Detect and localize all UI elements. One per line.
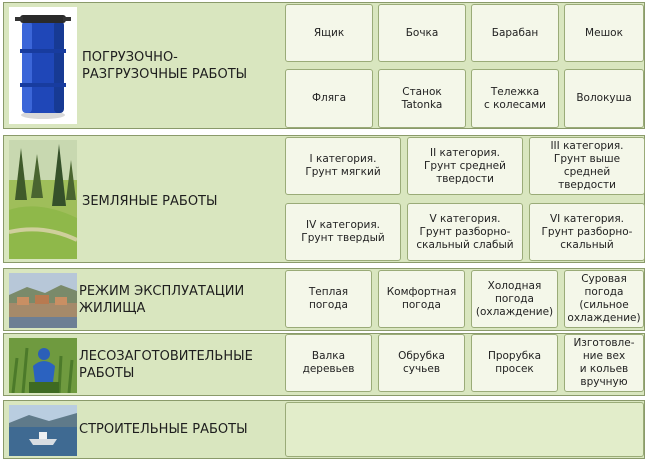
item-button[interactable]: II категория. Грунт средней твердости: [407, 137, 523, 195]
forest-landscape-photo: [9, 140, 77, 259]
section-housing-mode: [3, 268, 645, 331]
settlement-photo: [9, 273, 77, 328]
item-button[interactable]: IV категория. Грунт твердый: [285, 203, 401, 261]
empty-items-area: [285, 402, 644, 457]
item-button[interactable]: Прорубка просек: [471, 334, 558, 392]
item-button[interactable]: Комфортная погода: [378, 270, 465, 328]
section-construction-works: [3, 400, 645, 459]
item-button[interactable]: Бочка: [378, 4, 466, 62]
item-button[interactable]: VI категория. Грунт разборно- скальный: [529, 203, 645, 261]
item-button[interactable]: Суровая погода (сильное охлаждение): [564, 270, 644, 328]
item-button[interactable]: Валка деревьев: [285, 334, 372, 392]
section-earth-works: [3, 135, 645, 263]
item-button[interactable]: Ящик: [285, 4, 373, 62]
item-button[interactable]: Волокуша: [564, 69, 644, 128]
section-logging-works: [3, 333, 645, 396]
item-button[interactable]: Мешок: [564, 4, 644, 62]
item-button[interactable]: Фляга: [285, 69, 373, 128]
item-button[interactable]: Барабан: [471, 4, 559, 62]
item-button[interactable]: Теплая погода: [285, 270, 372, 328]
blue-barrel-icon: [9, 7, 77, 124]
section-title: РЕЖИМ ЭКСПЛУАТАЦИИ ЖИЛИЩА: [79, 284, 245, 316]
item-button[interactable]: I категория. Грунт мягкий: [285, 137, 401, 195]
boat-on-lake-photo: [9, 405, 77, 456]
item-button[interactable]: Изготовле- ние вех и кольев вручную: [564, 334, 644, 392]
item-button[interactable]: V категория. Грунт разборно- скальный слабый: [407, 203, 523, 261]
section-loading-works: [3, 2, 645, 129]
item-button[interactable]: Холодная погода (охлаждение): [471, 270, 558, 328]
section-title: ЛЕСОЗАГОТОВИТЕЛЬНЫЕ РАБОТЫ: [79, 349, 253, 381]
section-title: ПОГРУЗОЧНО- РАЗГРУЗОЧНЫЕ РАБОТЫ: [82, 50, 248, 82]
item-button[interactable]: Тележка с колесами: [471, 69, 559, 128]
worker-in-grass-photo: [9, 338, 77, 393]
section-title: СТРОИТЕЛЬНЫЕ РАБОТЫ: [79, 422, 248, 437]
item-button[interactable]: III категория. Грунт выше средней твердости: [529, 137, 645, 195]
section-title: ЗЕМЛЯНЫЕ РАБОТЫ: [82, 194, 218, 209]
item-button[interactable]: Станок Tatonka: [378, 69, 466, 128]
item-button[interactable]: Обрубка сучьев: [378, 334, 465, 392]
